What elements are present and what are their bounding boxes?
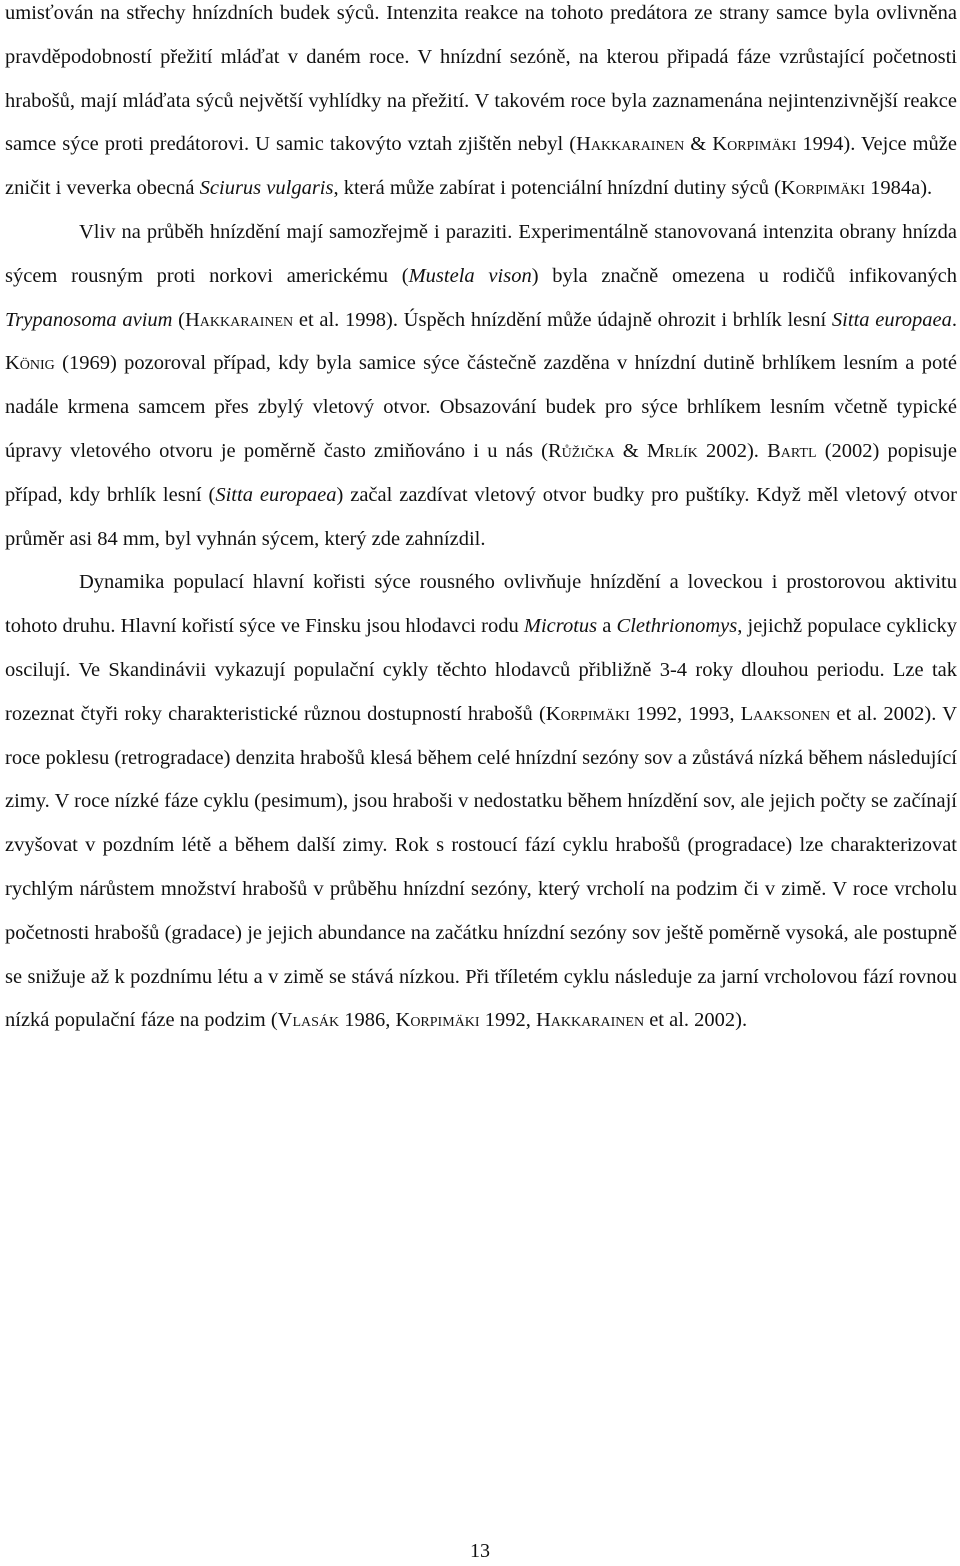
text-run: & bbox=[614, 439, 647, 462]
species-name: Trypanosoma avium bbox=[5, 308, 173, 331]
author-citation: Růžička bbox=[548, 439, 615, 462]
author-citation: Vlasák bbox=[277, 1009, 340, 1032]
text-run: 1992, 1993, bbox=[629, 702, 741, 725]
author-citation: Korpimäki bbox=[712, 133, 797, 156]
author-citation: Mrlík bbox=[646, 439, 698, 462]
text-run: et al. 2002). bbox=[644, 1009, 748, 1032]
author-citation: Hakkarainen bbox=[185, 308, 294, 331]
text-run: . bbox=[951, 308, 958, 331]
text-run: umisťován na střechy hnízdních budek sýců. Intenzita reakce na tohoto predátora ze strany samce byla ovlivněna pravděpodobností přežití mláďat v daném roce. V hnízdní sezóně, na kterou připadá fáze vzrůstající početnosti hrabošů, mají mláďata sýců největší vyhlídky na přežití. V takovém roce byla zaznamenána nejintenzivnější reakce samce sýce proti predátorovi. U samic takovýto vztah zjištěn nebyl ( bbox=[5, 2, 957, 156]
text-run: 1994). Vejce může zničit i veverka obecná bbox=[5, 133, 957, 200]
text-run: 1986, bbox=[339, 1009, 396, 1032]
text-run: ) začal zazdívat vletový otvor budky pro puštíky. Když měl vletový otvor průměr asi 84 mm, byl vyhnán sýcem, který zde zahnízdil. bbox=[5, 483, 957, 550]
text-run: et al. 1998). Úspěch hnízdění může údajně ohrozit i brhlík lesní bbox=[293, 308, 832, 331]
text-run: ) byla značně omezena u rodičů infikovaných bbox=[531, 264, 957, 287]
species-name: Sitta europaea bbox=[831, 308, 952, 331]
author-citation: Hakkarainen bbox=[535, 1009, 645, 1032]
author-citation: König bbox=[5, 352, 55, 375]
text-run: 2002). bbox=[697, 439, 768, 462]
text-run: (1969) pozoroval případ, kdy byla samice sýce částečně zazděna v hnízdní dutině brhlíkem lesním a poté nadále krmena samcem přes zbylý vletový otvor. Obsazování budek pro sýce brhlíkem lesním včetně typické úpravy vletového otvoru je poměrně často zmiňováno i u nás ( bbox=[5, 352, 957, 462]
paragraph-1 bbox=[5, 0, 957, 211]
author-citation: Korpimäki bbox=[395, 1009, 480, 1032]
author-citation: Korpimäki bbox=[545, 702, 630, 725]
text-run: (2002) popisuje případ, kdy brhlík lesní ( bbox=[5, 439, 957, 506]
text-run: , která může zabírat i potenciální hnízdní dutiny sýců ( bbox=[333, 177, 781, 200]
species-name: Sitta europaea bbox=[215, 483, 337, 506]
text-run: Vliv na průběh hnízdění mají samozřejmě i paraziti. Experimentálně stanovovaná intenzita obrany hnízda sýcem rousným proti norkovi americkému ( bbox=[5, 220, 957, 287]
author-citation: Hakkarainen bbox=[576, 133, 685, 156]
paragraph-2 bbox=[5, 211, 957, 561]
paragraph-3 bbox=[5, 561, 957, 1043]
body-text bbox=[5, 0, 957, 1043]
author-citation: Korpimäki bbox=[780, 177, 865, 200]
species-name: Mustela vison bbox=[408, 264, 532, 287]
text-run: ( bbox=[172, 308, 185, 331]
species-name: Microtus bbox=[523, 615, 598, 638]
text-run: , jejichž populace cyklicky oscilují. Ve Skandinávii vykazují populační cykly těchto hlodavců přibližně 3-4 roky dlouhou periodu. Lze tak rozeznat čtyři roky charakteristické různou dostupností hrabošů ( bbox=[5, 615, 958, 725]
author-citation: Bartl bbox=[767, 439, 817, 462]
species-name: Sciurus vulgaris bbox=[199, 177, 334, 200]
text-run: Dynamika populací hlavní kořisti sýce rousného ovlivňuje hnízdění a loveckou i prostorovou aktivitu tohoto druhu. Hlavní kořistí sýce ve Finsku jsou hlodavci rodu bbox=[5, 571, 957, 638]
author-citation: Laaksonen bbox=[740, 702, 831, 725]
text-run: 1992, bbox=[479, 1009, 536, 1032]
text-run: 1984a). bbox=[864, 177, 933, 200]
text-run: & bbox=[684, 133, 713, 156]
species-name: Clethrionomys bbox=[616, 615, 738, 638]
page-number: 13 bbox=[470, 1540, 490, 1562]
text-run: et al. 2002). V roce poklesu (retrogradace) denzita hrabošů klesá během celé hnízdní sezóny sov a zůstává nízká během následující zimy. V roce nízké fáze cyklu (pesimum), jsou hraboši v nedostatku během hnízdění sov, ale jejich počty se začínají zvyšovat v pozdním létě a během další zimy. Rok s rostoucí fází cyklu hrabošů (progradace) lze charakterizovat rychlým nárůstem množství hrabošů v průběhu hnízdní sezóny, který vrcholí na podzim či v zimě. V roce vrcholu početnosti hrabošů (gradace) je jejich abundance na začátku hnízdní sezóny sov ještě poměrně vysoká, ale postupně se snižuje až k pozdnímu létu a v zimě se stává nízkou. Při tříletém cyklu následuje za jarní vrcholovou fází rovnou nízká populační fáze na podzim ( bbox=[5, 702, 957, 1032]
text-run: a bbox=[597, 615, 617, 638]
